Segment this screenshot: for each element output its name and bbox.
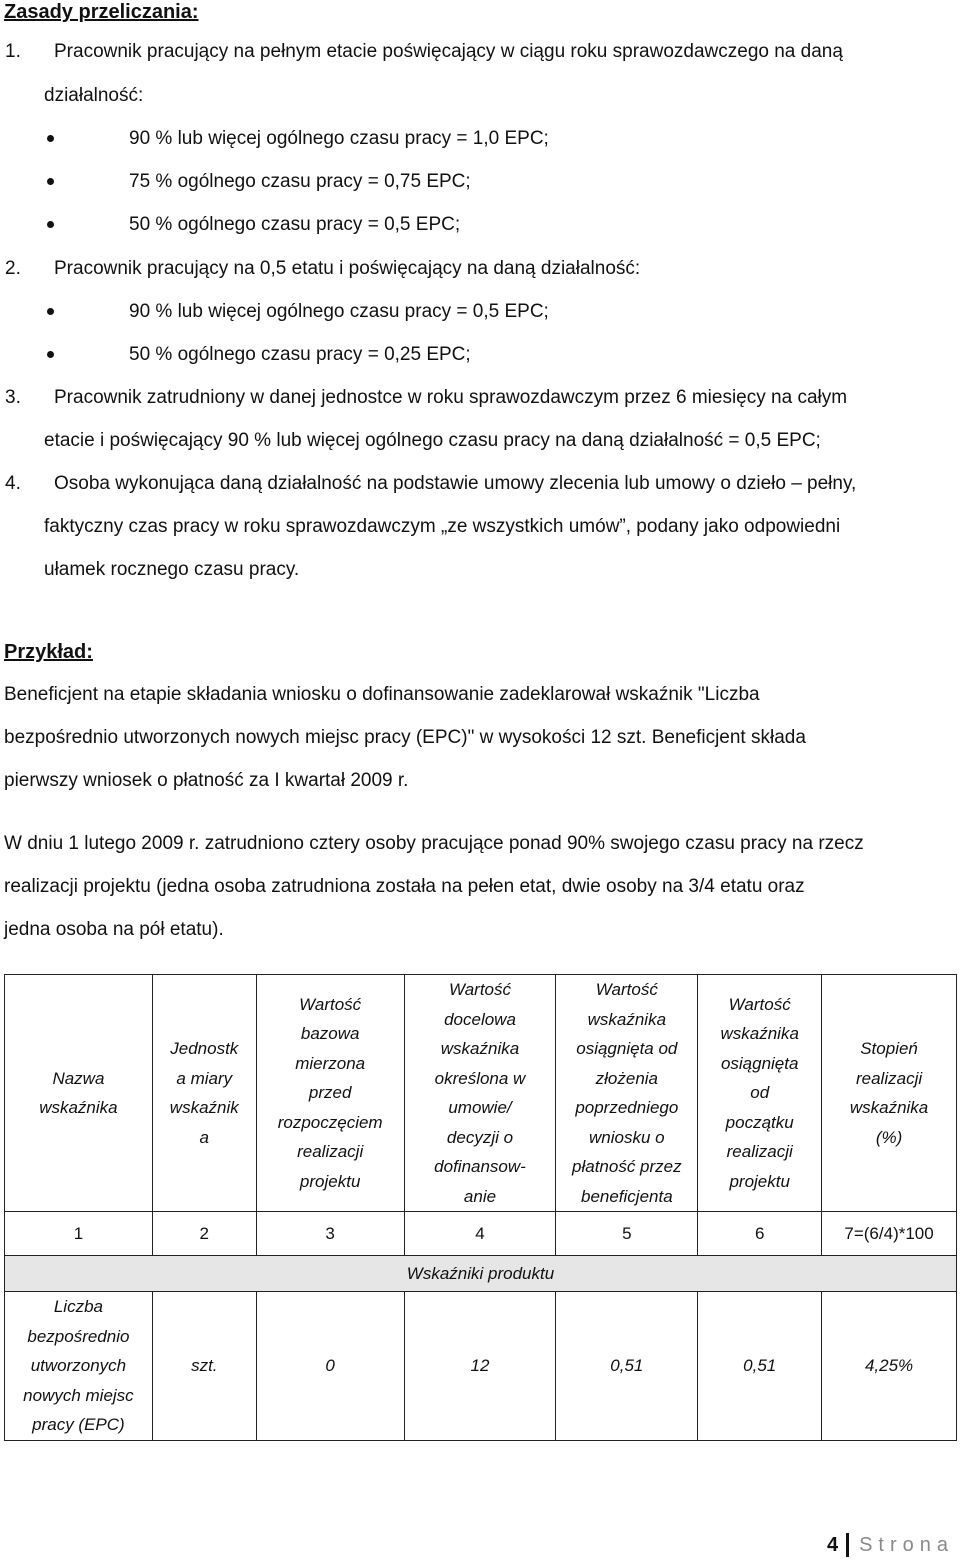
header-cell: Wartość wskaźnika osiągnięta od złożenia poprzedniego wniosku o płatność przez beneficjenta (556, 975, 698, 1212)
rule-4-line-1: Osoba wykonująca daną działalność na podstawie umowy zlecenia lub umowy o dzieło – pełny, (54, 473, 857, 494)
bullet-icon (47, 221, 54, 228)
column-number: 1 (5, 1212, 153, 1256)
example-para-1-line-3: pierwszy wniosek o płatność za I kwartał 2009 r. (4, 770, 409, 791)
header-cell: Wartość bazowa mierzona przed rozpoczęciem realizacji projektu (256, 975, 404, 1212)
rule-4-line-3: ułamek rocznego czasu pracy. (44, 559, 300, 580)
section-title: Wskaźniki produktu (5, 1256, 957, 1292)
rule-4-line-2: faktyczny czas pracy w roku sprawozdawczym „ze wszystkich umów”, podany jako odpowiedni (44, 516, 841, 537)
rule-3-number: 3. (5, 387, 21, 408)
rule-1-line-1: Pracownik pracujący na pełnym etacie poświęcający w ciągu roku sprawozdawczego na daną (54, 41, 843, 62)
percent-cell: 4,25% (822, 1292, 957, 1441)
example-para-2-line-3: jedna osoba na pół etatu). (4, 919, 224, 940)
header-cell: Wartość wskaźnika osiągnięta od początku realizacji projektu (698, 975, 822, 1212)
column-number: 4 (404, 1212, 556, 1256)
rule-1-bullet-2: 75 % ogólnego czasu pracy = 0,75 EPC; (129, 171, 471, 192)
example-para-1-line-2: bezpośrednio utworzonych nowych miejsc pracy (EPC)" w wysokości 12 szt. Beneficjent składa (4, 727, 806, 748)
column-number-row (5, 1212, 957, 1256)
header-cell: Wartość docelowa wskaźnika określona w umowie/ decyzji o dofinansow- anie (404, 975, 556, 1212)
rule-4-number: 4. (5, 473, 21, 494)
rule-2-line-1: Pracownik pracujący na 0,5 etatu i poświęcający na daną działalność: (54, 258, 641, 279)
bullet-icon (47, 351, 54, 358)
example-para-1-line-1: Beneficjent na etapie składania wniosku o dofinansowanie zadeklarował wskaźnik "Liczba (4, 684, 760, 705)
rule-2-number: 2. (5, 258, 21, 279)
base-value-cell: 0 (256, 1292, 404, 1441)
unit-cell: szt. (152, 1292, 256, 1441)
column-number: 2 (152, 1212, 256, 1256)
header-cell: Jednostk a miary wskaźnik a (152, 975, 256, 1212)
column-number: 3 (256, 1212, 404, 1256)
indicator-name: Liczba bezpośrednio utworzonych nowych miejsc pracy (EPC) (5, 1292, 153, 1441)
bullet-icon (47, 308, 54, 315)
rule-2-bullet-2: 50 % ogólnego czasu pracy = 0,25 EPC; (129, 344, 471, 365)
table-header-row (5, 975, 957, 1212)
page-label: Strona (859, 1534, 954, 1556)
example-heading: Przykład: (4, 641, 93, 663)
header-cell: Stopień realizacji wskaźnika (%) (822, 975, 957, 1212)
column-number: 6 (698, 1212, 822, 1256)
section-row (5, 1256, 957, 1292)
bullet-icon (47, 178, 54, 185)
indicator-table (4, 974, 957, 1441)
page-footer (827, 1531, 954, 1559)
example-para-2-line-2: realizacji projektu (jedna osoba zatrudniona została na pełen etat, dwie osoby na 3/4 etatu oraz (4, 876, 805, 897)
target-value-cell: 12 (404, 1292, 556, 1441)
column-number: 7=(6/4)*100 (822, 1212, 957, 1256)
rule-3-line-1: Pracownik zatrudniony w danej jednostce w roku sprawozdawczym przez 6 miesięcy na całym (54, 387, 848, 408)
since-previous-cell: 0,51 (556, 1292, 698, 1441)
rules-heading: Zasady przeliczania: (4, 1, 199, 23)
rule-1-number: 1. (5, 41, 21, 62)
header-cell: Nazwa wskaźnika (5, 975, 153, 1212)
page-number: 4 (826, 1534, 839, 1556)
column-number: 5 (556, 1212, 698, 1256)
footer-divider (846, 1533, 849, 1557)
rule-1-line-2: działalność: (44, 85, 144, 106)
table-row (5, 1292, 957, 1441)
rule-1-bullet-3: 50 % ogólnego czasu pracy = 0,5 EPC; (129, 214, 461, 235)
rule-1-bullet-1: 90 % lub więcej ogólnego czasu pracy = 1,0 EPC; (129, 128, 549, 149)
rule-3-line-2: etacie i poświęcający 90 % lub więcej ogólnego czasu pracy na daną działalność = 0,5 EPC; (44, 430, 821, 451)
example-para-2-line-1: W dniu 1 lutego 2009 r. zatrudniono cztery osoby pracujące ponad 90% swojego czasu pracy na rzecz (4, 833, 864, 854)
rule-2-bullet-1: 90 % lub więcej ogólnego czasu pracy = 0,5 EPC; (129, 301, 549, 322)
since-start-cell: 0,51 (698, 1292, 822, 1441)
bullet-icon (47, 135, 54, 142)
